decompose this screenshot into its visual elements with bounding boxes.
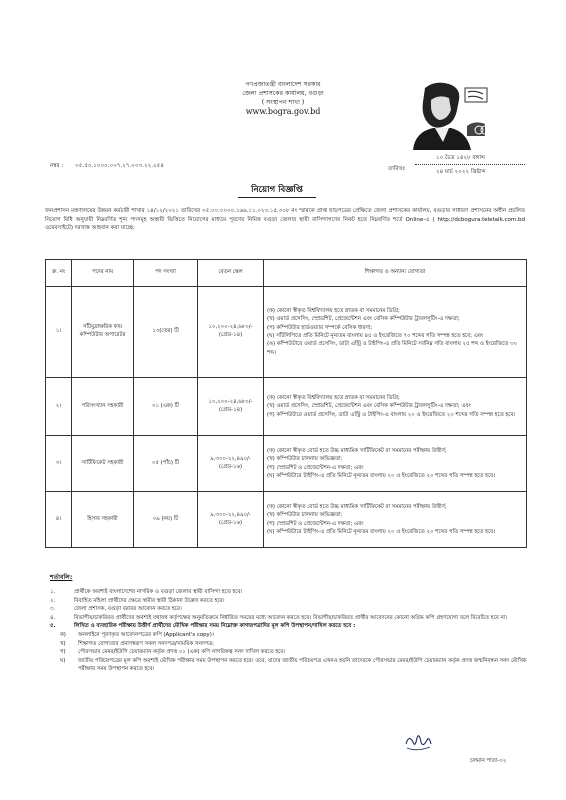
header-line-3: ( সংস্থাপন শাখা ) (261, 99, 305, 106)
sub-item-number: ঘ) (60, 657, 66, 664)
row-post-count: ০৯ (নয়) টি (134, 492, 198, 548)
row-pay-scale (198, 492, 264, 548)
header-serial: ক্র. নং (46, 260, 72, 287)
row-serial: ২। (46, 378, 72, 436)
qualification-item: (ক) কোনো স্বীকৃত বিশ্ববিদ্যালয় হতে স্নাতক বা সমমানের ডিগ্রি; (267, 308, 400, 315)
table-row (46, 492, 527, 548)
qualification-item: (ক) কোনো স্বীকৃত বোর্ড হতে উচ্চ মাধ্যমিক সার্টিফিকেট বা সমমানের পরীক্ষায় উত্তীর্ণ; (267, 503, 447, 510)
qualification-item: (গ) কম্পিউটার হার্ডওয়্যার সম্পর্কে বেসিক ধারণা; (267, 324, 373, 331)
date-bangla: ১০ চৈত্র ১৪২৮ বঙ্গাব্দ (436, 155, 485, 161)
posts-table (45, 259, 527, 548)
list-item (50, 622, 530, 631)
date-english: ২৪ মার্চ ২০২২ খ্রিষ্টাব্দ (436, 169, 486, 175)
header-post-name: পদের নাম (72, 260, 134, 287)
qualification-item: (খ) ওয়ার্ড প্রসেসিং, স্প্রেডশিট, প্রেজেন্টেশন এবং বেসিক কম্পিউটার ট্রাবলসুটিং-এ দক্ষতা; (267, 316, 460, 323)
header-pay-scale: বেতন স্কেল (198, 260, 264, 287)
continued-note: চলমান পাতা-০২ (470, 758, 507, 764)
row-qualifications (264, 492, 527, 548)
scale-text: ১০,২০০-২৪,৬৮০/- (208, 324, 253, 330)
notice-title: নিয়োগ বিজ্ঞপ্তি (238, 183, 316, 198)
sub-item-text: অনলাইনে পূরণকৃত আবেদনপত্রের কপি (Applicant's copy)। (78, 631, 214, 638)
mujib-borsho-logo (405, 80, 493, 150)
term-number: ২. (50, 597, 56, 604)
list-item (50, 614, 530, 623)
header-qualifications: শিক্ষাগত ও অন্যান্য যোগ্যতা (264, 260, 527, 287)
term-text: বিভাগীয়/চাকরিরত প্রার্থীদের অবশ্যই যথাযথ কর্তৃপক্ষের অনুমতিক্রমে নির্ধারিত সময়ের মধ্যে আবেদন করতে হবে। বিভাগীয়/চাকরিরত প্রার্থীর আবেদনের কোনো অগ্রিম কপি গ্রহণযোগ্য বলে বিবেচিত হবে না। (74, 614, 508, 621)
header-line-2: জেলা প্রশাসকের কার্যালয়, বগুড়া (242, 90, 324, 97)
sub-item (50, 657, 530, 674)
qualification-item: (ক) কোনো স্বীকৃত বোর্ড হতে উচ্চ মাধ্যমিক সার্টিফিকেট বা সমমানের পরীক্ষায় উত্তীর্ণ; (267, 447, 447, 454)
sub-item (50, 640, 530, 649)
sub-item-number: খ) (60, 640, 66, 647)
term-number: ১. (50, 589, 56, 595)
qualification-item: (খ) কম্পিউটার চালনায় অভিজ্ঞতা; (267, 456, 343, 463)
qualification-item: (ঘ) সাঁটলিপিতে প্রতি মিনিটে নূন্যতম বাংলায় ৪৫ ও ইংরেজিতে ৭০ শব্দের গতি সম্পন্ন হতে হবে; এবং (267, 333, 484, 339)
grade-text: (গ্রেড-১৬) (218, 463, 243, 470)
scale-text: ৯,৩০০-২২,৪৯০/- (210, 511, 251, 518)
memo-number-label: নম্বর : (50, 163, 64, 169)
term-text: প্রার্থীকে অবশ্যই বাংলাদেশের নাগরিক ও বগুড়া জেলার স্থায়ী বাসিন্দা হতে হবে। (74, 589, 243, 595)
qualification-item: (ক) কোনো স্বীকৃত বিশ্ববিদ্যালয় হতে স্নাতক বা সমমানের ডিগ্রি; (267, 395, 400, 402)
qualification-item: (ঙ) কম্পিউটারে ওয়ার্ড প্রসেসিং, ডাটা এন্ট্রি ও টাইপিং-এ প্রতি মিনিটে সর্বনিম্ন গতি বাংলায় ২৫ শব্দ ও ইংরেজিতে ৩০ শব্দ। (267, 341, 518, 356)
header-line-1: গণপ্রজাতন্ত্রী বাংলাদেশ সরকার (245, 81, 321, 88)
list-item (50, 605, 530, 614)
row-post-count: ০৫ (পাঁচ) টি (134, 436, 198, 492)
table-row (46, 287, 527, 378)
qualification-item: (গ) স্প্রেডশিট ও প্রেজেন্টেশন-এ দক্ষতা; এবং (267, 520, 364, 527)
term-text: লিখিত ও ব্যবহারিক পরীক্ষায় উত্তীর্ণ প্রার্থীদের মৌখিক পরীক্ষার সময় নিম্নোক্ত কাগজপত্রাদির মূল কপি উপস্থাপন/দাখিল করতে হবে : (74, 623, 356, 630)
qualification-item: (গ) স্প্রেডশিট ও প্রেজেন্টেশন-এ দক্ষতা; এবং (267, 464, 364, 471)
sub-item (50, 631, 530, 640)
intro-paragraph: জনপ্রশাসন মন্ত্রণালয়ের উন্নয়ন কর্মচারী শাখার ১৪/১২/২০২১ তারিখের ০৫.০০.০০০০.১৬৬.১১.০২৩.১৫.৩০৮ নং স্মারকে প্রাপ্ত ছাড়পত্রের প্রেক্ষিতে জেলা প্রশাসকের কার্যালয়, বগুড়ার সাধারণ প্রশাসনের অধীন প্রচলিত নিয়োগ বিধি অনুযায়ী নিম্নবর্ণিত শূন্য পদসমূহ অস্থায়ী ভিত্তিতে নিয়োগের মাধ্যমে পূরণের নিমিত্ত বগুড়া জেলার স্থায়ী বাসিন্দাগণের নিকট হতে নিম্নবর্ণিত শর্তে Online-এ ( http://dcbogura.teletalk.com.bd ওয়েবসাইটে) দরখাস্ত আহবান করা যাচ্ছে: (45, 208, 525, 232)
qualification-item: (গ) কম্পিউটারে ওয়ার্ড প্রসেসিং, ডাটা এন্ট্রি ও টাইপিং-এ বাংলায় ২০ ও ইংরেজিতে ২০ শব্দের গতি সম্পন্ন হতে হবে। (267, 411, 516, 418)
row-pay-scale (198, 378, 264, 436)
signature (403, 730, 433, 754)
term-text: বিবাহিত মহিলা প্রার্থীদের ক্ষেত্রে স্বামীর স্থায়ী ঠিকানা উল্লেখ করতে হবে। (74, 597, 225, 604)
row-serial: ১। (46, 287, 72, 378)
row-post-name: সার্টিফিকেট সহকারী (72, 436, 134, 492)
sub-item-number: ক) (60, 631, 66, 638)
row-post-name: পরিসংখ্যান সহকারী (72, 378, 134, 436)
grade-text: (গ্রেড-১৪) (218, 332, 243, 338)
row-post-name: সাঁটমুদ্রাক্ষরিক কাম কম্পিউটার অপারেটর (72, 287, 134, 378)
sub-item-text: শিক্ষাগত যোগ্যতার প্রমাণস্বরূপ সকল সনদপত্র/সাময়িক সনদপত্র; (78, 640, 215, 647)
term-number: ৩. (50, 606, 56, 613)
row-pay-scale (198, 436, 264, 492)
scale-text: ৯,৩০০-২২,৪৯০/- (210, 455, 251, 462)
row-serial: ৪। (46, 492, 72, 548)
header-url: www.bogra.gov.bd (245, 107, 321, 116)
qualification-item: (খ) ওয়ার্ড প্রসেসিং, স্প্রেডশিট, প্রেজেন্টেশন এবং বেসিক কম্পিউটার ট্রাবলসুটিং-এ দক্ষতা; এবং (267, 403, 471, 410)
row-qualifications (264, 287, 527, 378)
row-post-name: হিসাব সহকারী (72, 492, 134, 548)
term-text: জেলা প্রশাসক, বগুড়া বরাবর আবেদন করতে হবে। (74, 606, 182, 613)
row-post-count: ১৩(তের) টি (134, 287, 198, 378)
row-pay-scale (198, 287, 264, 378)
memo-number-row (50, 162, 164, 171)
grade-text: (গ্রেড-১৬) (218, 519, 243, 526)
row-qualifications (264, 378, 527, 436)
list-item (50, 597, 530, 606)
scale-text: ১০,২০০-২৪,৬৮০/- (208, 398, 253, 405)
date-divider (415, 164, 525, 165)
table-header-row (46, 260, 527, 287)
row-serial: ৩। (46, 436, 72, 492)
term-number: ৪. (50, 614, 56, 621)
table-row (46, 378, 527, 436)
qualification-item: (ঘ) কম্পিউটারে টাইপিং-এ প্রতি মিনিটে নূন্যতম বাংলায় ২০ ও ইংরেজিতে ২০ শব্দের গতি সম্পন্ন হতে হবে। (267, 528, 496, 535)
sub-item (50, 648, 530, 657)
sub-item-text: পৌরসভার মেয়র/ইউপি চেয়ারম্যান কর্তৃক প্রদত্ত ০১ (এক) কপি নাগরিকত্ব সনদ দাখিল করতে হবে। (78, 649, 286, 656)
table-row (46, 436, 527, 492)
sub-item-number: গ) (60, 649, 66, 656)
memo-number: ০৫.৫০.১০০০.০০৭.২৭.০০৩.২২.২৫৪ (75, 163, 164, 169)
grade-text: (গ্রেড-১৪) (218, 406, 243, 413)
date-label: তারিখঃ (388, 166, 406, 172)
terms-title: শর্তাবলি: (50, 574, 73, 581)
term-number: ৫. (50, 623, 56, 630)
row-post-count: ০১ (এক) টি (134, 378, 198, 436)
qualification-item: (খ) কম্পিউটার চালনায় অভিজ্ঞতা; (267, 512, 343, 519)
qualification-item: (ঘ) কম্পিউটারে টাইপিং-এ প্রতি মিনিটে নূন্যতম বাংলায় ২০ ও ইংরেজিতে ২০ শব্দের গতি সম্পন্ন হতে হবে। (267, 472, 496, 479)
terms-list (50, 588, 530, 674)
header-post-count: পদ সংখ্যা (134, 260, 198, 287)
sub-item-text: জাতীয় পরিচয়পত্রের মূল কপি অবশ্যই মৌখিক পরীক্ষার সময় উপস্থাপন করতে হবে। তবে, যাদের জাতীয় পরিচয়পত্র এখনও হয়নি তাদেরকে পৌরসভার মেয়র/ইউপি চেয়ারম্যান কর্তৃক প্রদত্ত জন্মনিবন্ধন সনদ মৌখিক পরীক্ষার সময় উপস্থাপন করতে হবে। (78, 657, 527, 673)
list-item (50, 588, 530, 597)
row-qualifications (264, 436, 527, 492)
